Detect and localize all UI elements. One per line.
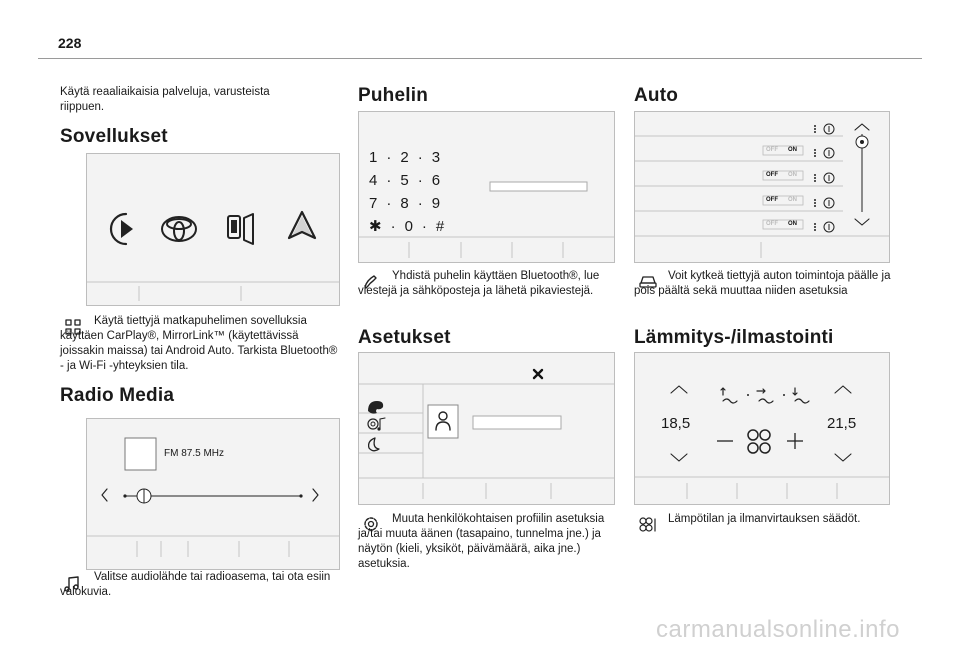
settings-heading: Asetukset [358, 327, 451, 348]
toggle-on-label: ON [788, 172, 797, 178]
toggle-on-label: ON [788, 221, 797, 227]
climate-heading: Lämmitys-/ilmastointi [634, 327, 834, 348]
keypad-key: 7 [369, 195, 378, 212]
toggle-off-label: OFF [766, 197, 778, 203]
watermark: carmanualsonline.info [656, 616, 900, 643]
keypad-row: 1 · 2 · 3 [369, 149, 441, 166]
climate-screen-illustration [634, 352, 890, 505]
toggle-on-label: ON [788, 147, 797, 153]
android-auto-icon [289, 212, 315, 238]
radio-screen-illustration [86, 418, 340, 570]
radio-description: Valitse audiolähde tai radioasema, tai ota esiin valokuvia. [60, 571, 331, 598]
carplay-icon [111, 214, 133, 244]
car-description: Voit kytkeä tiettyjä auton toimintoja päälle ja pois päältä sekä muuttaa niiden asetuksia [634, 270, 891, 297]
toggle-on-label: ON [788, 197, 797, 203]
car-screen-illustration [634, 111, 890, 263]
temperature-right: 21,5 [827, 415, 857, 432]
keypad-key: 0 [404, 218, 413, 235]
phone-description: Yhdistä puhelin käyttäen Bluetooth®, lue viestejä ja sähköposteja ja lähetä pikaviestejä. [358, 270, 600, 297]
radio-heading: Radio Media [60, 385, 175, 406]
settings-description: Muuta henkilökohtaisen profiilin asetuksia ja/tai muuta äänen (tasapaino, tunnelma jne.) ja näytön (kieli, yksiköt, päivämäärä, aika jne.) asetuksia. [358, 513, 605, 570]
intro-text: Käytä reaaliaikaisia palveluja, varusteista riippuen. [60, 86, 270, 113]
toggle-off-label: OFF [766, 172, 778, 178]
car-heading: Auto [634, 85, 679, 106]
apps-description: Käytä tiettyjä matkapuhelimen sovelluksia käyttäen CarPlay®, MirrorLink™ (käytettävissä joissakin maissa) tai Android Auto. Tarkista Bluetooth® - ja Wi-Fi -yhteyksien tila. [60, 315, 338, 372]
keypad-row: 7 · 8 · 9 [369, 195, 441, 212]
keypad-key: 5 [400, 172, 409, 189]
keypad-key: 9 [431, 195, 441, 212]
keypad-key: 4 [369, 172, 378, 189]
page-number: 228 [58, 35, 82, 51]
phone-heading: Puhelin [358, 85, 429, 106]
phone-screen-illustration [358, 111, 615, 263]
climate-description: Lämpötilan ja ilmanvirtauksen säädöt. [668, 513, 861, 525]
keypad-key: 2 [400, 149, 409, 166]
apps-heading: Sovellukset [60, 126, 168, 147]
toggle-off-label: OFF [766, 221, 778, 227]
keypad-row: ✱ · 0 · # [369, 218, 445, 235]
settings-screen-illustration [358, 352, 615, 505]
radio-frequency: FM 87.5 MHz [164, 448, 225, 459]
keypad-key: ✱ [369, 218, 382, 235]
header-rule [38, 58, 922, 59]
mirrorlink-icon [228, 214, 253, 244]
keypad-key: # [435, 218, 445, 235]
keypad-key: 1 [369, 149, 378, 166]
keypad-key: 6 [431, 172, 441, 189]
toyota-logo-icon [162, 217, 196, 241]
keypad-row: 4 · 5 · 6 [369, 172, 441, 189]
keypad-key: 8 [400, 195, 409, 212]
apps-screen-illustration [86, 153, 340, 306]
toggle-off-label: OFF [766, 147, 778, 153]
temperature-left: 18,5 [661, 415, 691, 432]
keypad-key: 3 [431, 149, 441, 166]
